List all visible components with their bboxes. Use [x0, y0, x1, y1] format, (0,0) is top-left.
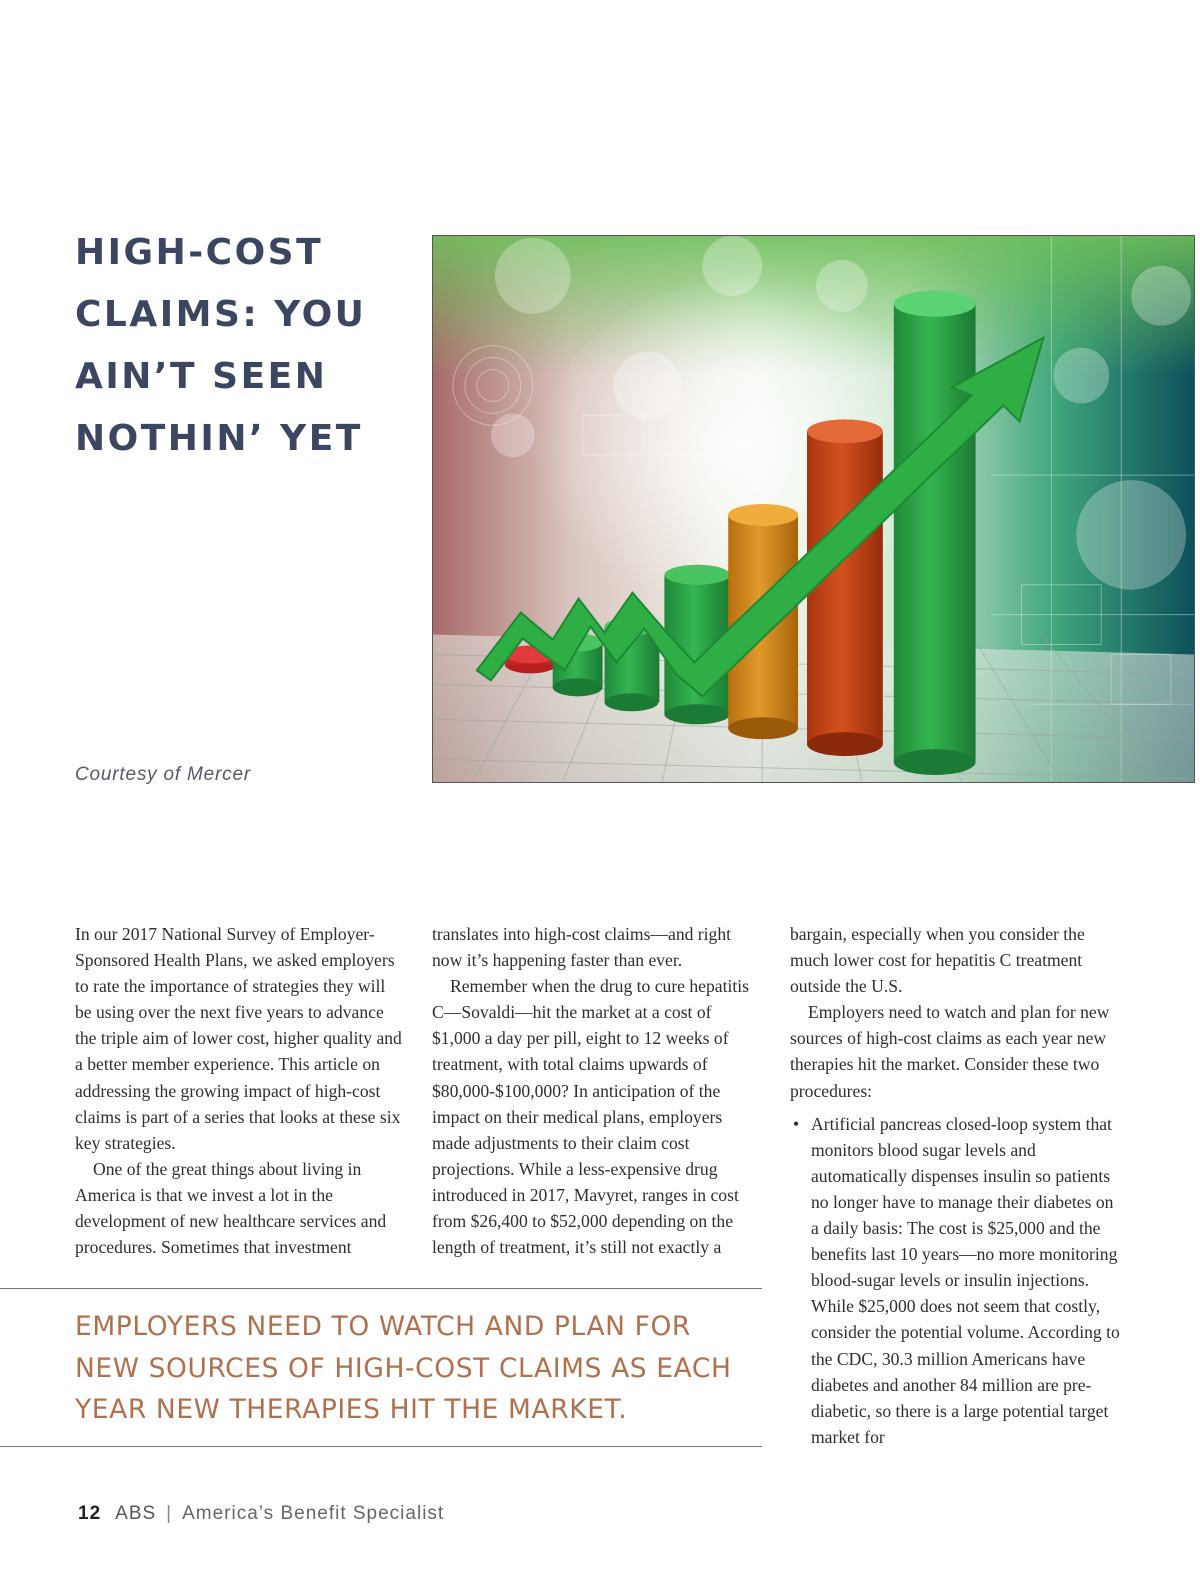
magazine-abbreviation: ABS [115, 1503, 157, 1524]
title-line-4: NOTHIN’ YET [75, 418, 363, 459]
pull-quote-line-3: YEAR NEW THERAPIES HIT THE MARKET. [75, 1394, 628, 1425]
title-line-1: HIGH-COST [75, 232, 324, 273]
paragraph: Remember when the drug to cure hepatitis C—Sovaldi—hit the market at a cost of $1,000 a day per pill, eight to 12 weeks of treatment, with total claims upwards of $80,000-$100,000? In anticipation of the impact on their medical plans, employers made adjustments to their claim cost projections. While a less-expensive drug introduced in 2017, Mavyret, ranges in cost from $26,400 to $52,000 depending on the length of treatment, it’s still not exactly a [432, 976, 749, 1258]
paragraph: bargain, especially when you consider the much lower cost for hepatitis C treatment outside the U.S. [790, 924, 1085, 997]
paragraph: translates into high-cost claims—and right now it’s happening faster than ever. [432, 924, 732, 971]
image-credit: Courtesy of Mercer [75, 764, 251, 785]
rising-bar-chart-illustration-icon [433, 236, 1194, 782]
pull-quote-bottom-rule [0, 1446, 762, 1447]
pull-quote-line-1: EMPLOYERS NEED TO WATCH AND PLAN FOR [75, 1311, 691, 1342]
paragraph: One of the great things about living in America is that we invest a lot in the development of new healthcare services and procedures. Sometimes that investment [75, 1158, 387, 1258]
pull-quote-top-rule [0, 1288, 762, 1289]
body-column-3 [790, 921, 1120, 1450]
footer-separator: | [166, 1503, 173, 1524]
bullet-item: • Artificial pancreas closed-loop system that monitors blood sugar levels and automatically dispenses insulin so patients no longer have to manage their diabetes on a daily basis: The cost is $25,000 and the benefits last 10 years—no more monitoring blood-sugar levels or insulin injections. While $25,000 does not seem that costly, consider the potential volume. According to the CDC, 30.3 million Americans have diabetes and another 84 million are pre-diabetic, so there is a large potential target market for [811, 1111, 1120, 1450]
hero-illustration [432, 235, 1195, 783]
body-column-1 [75, 921, 405, 1260]
pull-quote-line-2: NEW SOURCES OF HIGH-COST CLAIMS AS EACH [75, 1352, 732, 1384]
page-number: 12 [78, 1503, 102, 1524]
publication-name: America’s Benefit Specialist [182, 1503, 445, 1524]
page-footer [78, 1503, 444, 1525]
title-line-2: CLAIMS: YOU [75, 294, 367, 335]
bullet-list [790, 1111, 1120, 1450]
article-title [75, 222, 405, 470]
body-column-2 [432, 921, 762, 1260]
paragraph: Employers need to watch and plan for new sources of high-cost claims as each year new therapies hit the market. Consider these two procedures: [790, 1002, 1110, 1101]
paragraph: In our 2017 National Survey of Employer-Sponsored Health Plans, we asked employers to rate the importance of strategies they will be using over the next five years to advance the triple aim of lower cost, higher quality and a better member experience. This article on addressing the growing impact of high-cost claims is part of a series that looks at these six key strategies. [75, 924, 402, 1153]
title-line-3: AIN’T SEEN [75, 356, 328, 397]
pull-quote [75, 1306, 765, 1431]
